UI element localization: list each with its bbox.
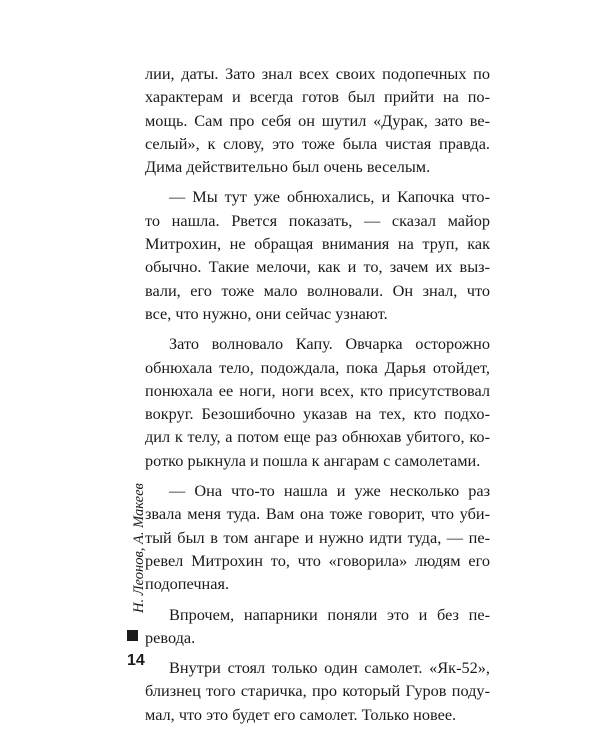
text-line: обнюхала тело, подождала, пока Дарья отойдет, (145, 357, 490, 377)
paragraph (145, 62, 490, 178)
paragraph (145, 603, 490, 650)
text-line: ревода. (145, 627, 196, 647)
running-head-authors: Н. Леонов, А. Макеев (131, 483, 147, 613)
text-line: мощь. Сам про себя он шутил «Дурак, зато ве- (145, 110, 490, 130)
text-line: Впрочем, напарники поняли это и без пе- (169, 604, 490, 624)
text-line: — Она что-то нашла и уже несколько раз (169, 481, 490, 501)
main-text (145, 62, 490, 726)
text-line: Внутри стоял только один самолет. «Як-52», (169, 658, 490, 678)
text-line: обычно. Такие мелочи, как и то, зачем их выз- (145, 257, 490, 277)
paragraph (145, 479, 490, 595)
paragraph (145, 332, 490, 472)
text-line: тый был в том ангаре и нужно идти туда, — пе- (145, 527, 490, 547)
text-line: понюхала ее ноги, ноги всех, кто присутствовал (145, 380, 490, 400)
text-line: характерам и всегда готов был прийти на по- (145, 87, 490, 107)
paragraph (145, 185, 490, 325)
text-line: — Мы тут уже обнюхались, и Капочка что- (169, 187, 490, 207)
text-line: Митрохин, не обращая внимания на труп, как (145, 234, 490, 254)
text-line: ревел Митрохин то, что «говорила» людям его (145, 550, 490, 570)
text-line: Дима действительно был очень веселым. (145, 157, 431, 177)
text-line: вокруг. Безошибочно указав на тех, кто подхо- (145, 404, 490, 424)
text-line: ротко рыкнула и пошла к ангарам с самолетами. (145, 450, 481, 470)
text-line: близнец того старичка, про который Гуров поду- (145, 681, 490, 701)
text-line: дил к телу, а потом еще раз обнюхав убитого, ко- (145, 427, 490, 447)
text-line: Зато волновало Капу. Овчарка осторожно (169, 334, 490, 354)
text-line: то нашла. Рвется показать, — сказал майор (145, 210, 490, 230)
text-line: лии, даты. Зато знал всех своих подопечных по (145, 64, 490, 83)
text-line: селый», к слову, это тоже была чистая правда. (145, 133, 490, 153)
paragraph (145, 656, 490, 726)
square-marker-icon (127, 630, 138, 641)
page-number: 14 (127, 652, 145, 669)
text-line: вали, его тоже мало волновали. Он знал, что (145, 280, 490, 300)
text-line: подопечная. (145, 574, 230, 594)
text-line: все, что нужно, они сейчас узнают. (145, 303, 388, 323)
text-line: мал, что это будет его самолет. Только новее. (145, 704, 457, 724)
text-line: звала меня туда. Вам она тоже говорит, что уби- (145, 504, 490, 524)
